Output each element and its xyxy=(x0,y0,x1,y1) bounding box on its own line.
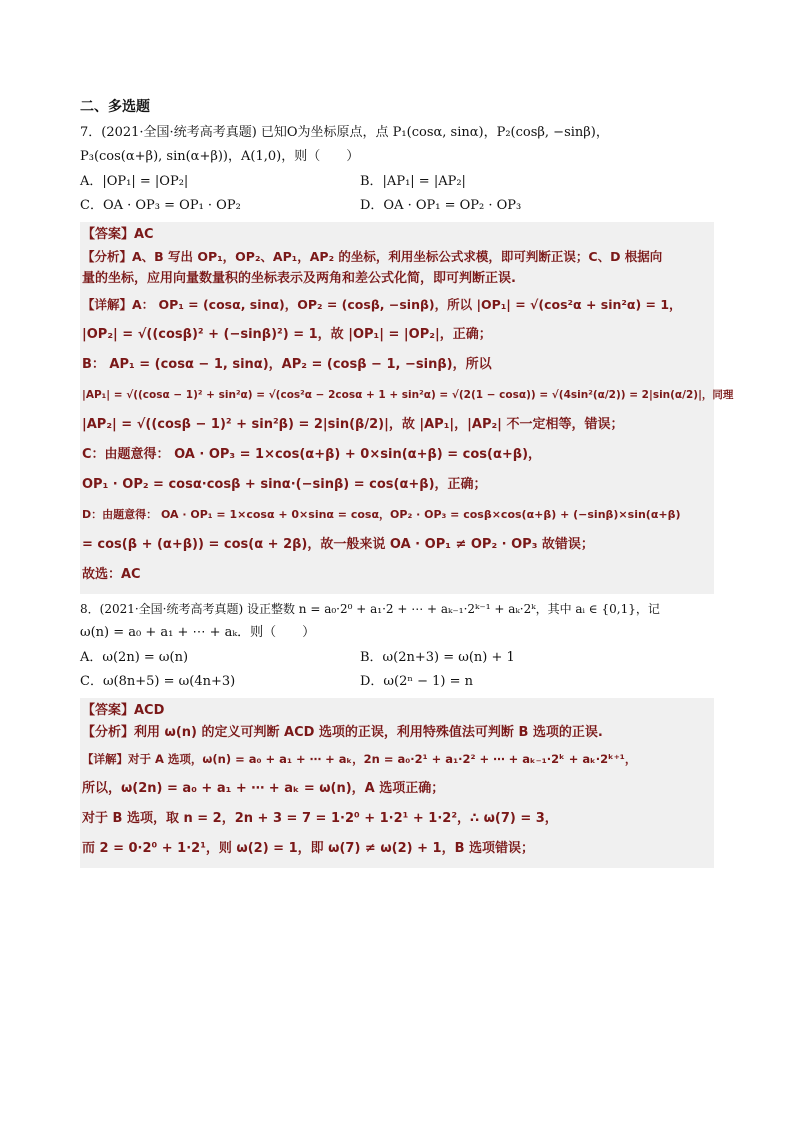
document-page xyxy=(80,96,734,872)
question-7 xyxy=(80,122,734,594)
q7-detail-line-9: = cos(β + (α+β)) = cos(α + 2β)，故一般来说 OA · OP₁ ≠ OP₂ · OP₃ 故错误； xyxy=(82,537,594,552)
q7-answer: 【答案】AC xyxy=(82,227,154,242)
q7-detail-line-1: 【详解】A： OP₁ = (cosα, sinα)，OP₂ = (cosβ, −sinβ)，所以 |OP₁| = √(cos²α + sin²α) = 1， xyxy=(82,297,682,312)
q8-answer: 【答案】ACD xyxy=(82,703,165,718)
q7-detail-line-2: |OP₂| = √((cosβ)² + (−sinβ)²) = 1，故 |OP₁| = |OP₂|，正确； xyxy=(82,327,492,342)
q8-analysis: 【分析】利用 ω(n) 的定义可判断 ACD 选项的正误，利用特殊值法可判断 B 选项的正误. xyxy=(82,725,603,740)
q8-options xyxy=(80,646,714,694)
q7-stem-line-2: P₃(cos(α+β), sin(α+β))，A(1,0)，则（ ） xyxy=(80,149,360,164)
q7-detail-line-5: |AP₂| = √((cosβ − 1)² + sin²β) = 2|sin(β/2)|，故 |AP₁|，|AP₂| 不一定相等，错误； xyxy=(82,417,624,432)
q8-detail-line-4: 而 2 = 0·2⁰ + 1·2¹，则 ω(2) = 1，即 ω(7) ≠ ω(2) + 1，B 选项错误； xyxy=(82,841,534,856)
q7-detail-line-6: C：由题意得： OA · OP₃ = 1×cos(α+β) + 0×sin(α+β) = cos(α+β)， xyxy=(82,447,542,462)
q8-detail-line-3: 对于 B 选项，取 n = 2，2n + 3 = 7 = 1·2⁰ + 1·2¹ + 1·2²，∴ ω(7) = 3， xyxy=(82,811,558,826)
q7-option-d: D．OA · OP₁ = OP₂ · OP₃ xyxy=(360,198,522,213)
q8-detail-line-2: 所以，ω(2n) = a₀ + a₁ + ⋯ + aₖ = ω(n)，A 选项正确； xyxy=(82,781,445,796)
q7-detail-line-8: D：由题意得： OA · OP₁ = 1×cosα + 0×sinα = cosα，OP₂ · OP₃ = cosβ×cos(α+β) + (−sinβ)×sin(α+β) xyxy=(82,508,681,521)
q7-detail-line-7: OP₁ · OP₂ = cosα·cosβ + sinα·(−sinβ) = cos(α+β)，正确； xyxy=(82,477,487,492)
q8-option-a: A．ω(2n) = ω(n) xyxy=(80,650,189,665)
q8-option-d: D．ω(2ⁿ − 1) = n xyxy=(360,674,474,689)
q7-solution-box xyxy=(80,222,734,594)
question-8 xyxy=(80,598,714,868)
q7-option-c: C．OA · OP₃ = OP₁ · OP₂ xyxy=(80,198,241,213)
q8-detail-line-1: 【详解】对于 A 选项，ω(n) = a₀ + a₁ + ⋯ + aₖ，2n = a₀·2¹ + a₁·2² + ⋯ + aₖ₋₁·2ᵏ + aₖ·2ᵏ⁺¹， xyxy=(82,752,637,766)
q7-options xyxy=(80,170,714,218)
q7-detail-line-10: 故选：AC xyxy=(82,567,141,582)
q8-stem-line-2: ω(n) = a₀ + a₁ + ⋯ + aₖ．则（ ） xyxy=(80,625,316,640)
q7-detail-line-4: |AP₁| = √((cosα − 1)² + sin²α) = √(cos²α − 2cosα + 1 + sin²α) = √(2(1 − cosα)) = √(4sin²(α/2)) = 2|sin(α/2)|，同理 xyxy=(82,389,734,401)
q8-option-c: C．ω(8n+5) = ω(4n+3) xyxy=(80,674,236,689)
q8-solution-box xyxy=(80,698,714,868)
q7-detail-line-3: B： AP₁ = (cosα − 1, sinα)，AP₂ = (cosβ − 1, −sinβ)，所以 xyxy=(82,357,492,372)
q7-stem-line-1: 7．(2021·全国·统考高考真题) 已知O为坐标原点，点 P₁(cosα, sinα)，P₂(cosβ, −sinβ)， xyxy=(80,125,609,140)
q8-stem-line-1: 8．(2021·全国·统考高考真题) 设正整数 n = a₀·2⁰ + a₁·2 + ⋯ + aₖ₋₁·2ᵏ⁻¹ + aₖ·2ᵏ，其中 aᵢ ∈ {0,1}，记 xyxy=(80,602,660,616)
q7-analysis-line-2: 量的坐标，应用向量数量积的坐标表示及两角和差公式化简，即可判断正误. xyxy=(82,271,516,286)
q7-option-b: B．|AP₁| = |AP₂| xyxy=(360,174,466,189)
section-title: 二、多选题 xyxy=(80,99,150,115)
q7-analysis-line-1: 【分析】A、B 写出 OP₁，OP₂、AP₁，AP₂ 的坐标，利用坐标公式求模，即可判断正误；C、D 根据向 xyxy=(82,249,663,264)
q7-option-a: A．|OP₁| = |OP₂| xyxy=(80,174,189,189)
q8-option-b: B．ω(2n+3) = ω(n) + 1 xyxy=(360,650,515,665)
